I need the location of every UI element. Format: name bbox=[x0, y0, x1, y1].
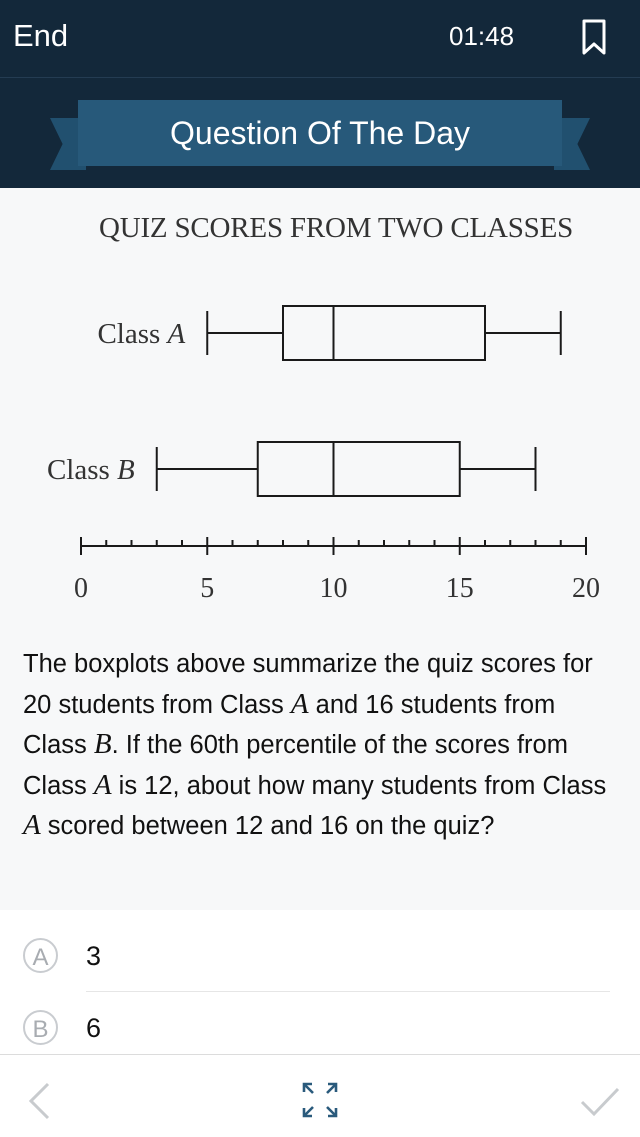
math-variable: A bbox=[93, 768, 112, 801]
question-text-segment: The boxplots above summarize the quiz scores for 20 students from Class bbox=[23, 650, 593, 719]
expand-arrows-icon[interactable] bbox=[301, 1081, 339, 1119]
banner bbox=[0, 77, 640, 189]
boxplot-chart bbox=[0, 188, 640, 628]
tick-label: 5 bbox=[200, 573, 215, 604]
math-variable: B bbox=[93, 728, 112, 761]
option-text: 6 bbox=[86, 1013, 102, 1043]
math-variable: A bbox=[23, 809, 41, 842]
bottom-bar bbox=[0, 1054, 640, 1137]
series-label: Class B bbox=[46, 454, 135, 486]
checkmark-icon[interactable] bbox=[579, 1085, 621, 1119]
tick-label: 0 bbox=[74, 573, 88, 604]
question-text-segment: scored between 12 and 16 on the quiz? bbox=[40, 812, 495, 841]
bookmark-icon[interactable] bbox=[581, 19, 607, 55]
chevron-left-icon[interactable] bbox=[26, 1081, 52, 1121]
iqr-box bbox=[258, 442, 460, 496]
question-text-segment: . If the 60th percentile of the scores from Class bbox=[23, 731, 568, 800]
question-content bbox=[0, 188, 640, 910]
option-letter: B bbox=[23, 1010, 58, 1045]
series-label: Class A bbox=[97, 318, 186, 350]
end-button[interactable]: End bbox=[13, 18, 69, 53]
question-text-segment: and 16 students from Class bbox=[23, 690, 556, 760]
option-text: 3 bbox=[86, 941, 102, 971]
question-text-segment: is 12, about how many students from Class bbox=[111, 771, 607, 800]
math-variable: A bbox=[290, 687, 309, 720]
question-text bbox=[23, 645, 619, 847]
option-divider bbox=[86, 991, 610, 992]
tick-label: 10 bbox=[319, 573, 348, 604]
option-letter: A bbox=[23, 938, 58, 973]
timer: 01:48 bbox=[449, 21, 515, 51]
banner-title: Question Of The Day bbox=[78, 100, 562, 166]
tick-label: 15 bbox=[445, 573, 474, 604]
chart-title: QUIZ SCORES FROM TWO CLASSES bbox=[98, 212, 574, 244]
tick-label: 20 bbox=[572, 573, 600, 604]
iqr-box bbox=[283, 306, 485, 360]
top-bar bbox=[0, 0, 640, 77]
option-a[interactable] bbox=[0, 922, 640, 992]
